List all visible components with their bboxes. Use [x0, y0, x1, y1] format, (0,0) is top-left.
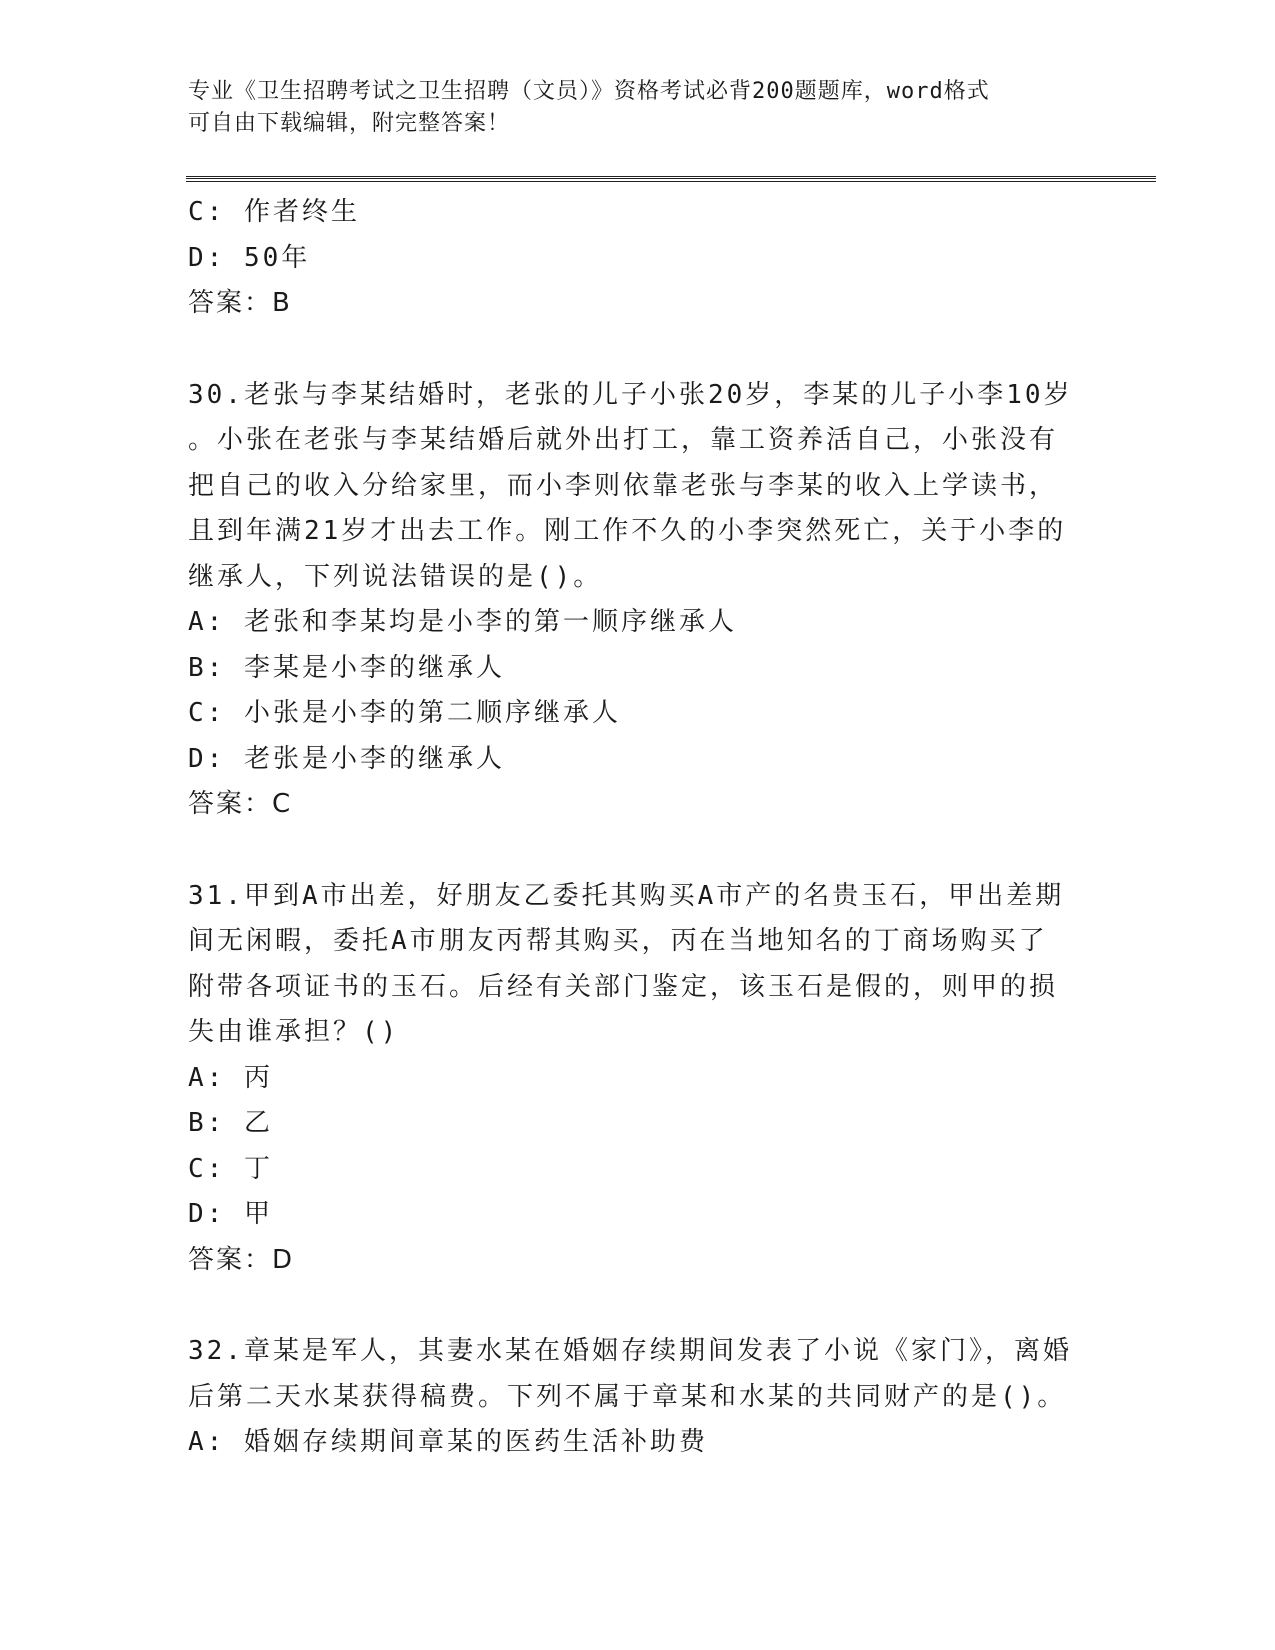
spacer: [188, 1283, 1088, 1329]
spacer: [188, 327, 1088, 373]
option-c: C: 小张是小李的第二顺序继承人: [188, 698, 621, 728]
question-32: [188, 1329, 1088, 1466]
option-c: C: 丁: [188, 1153, 273, 1184]
header-divider: [186, 176, 1156, 182]
question-31: [188, 874, 1088, 1284]
option-d: D: 甲: [188, 1199, 273, 1229]
question-text-line: 间无闲暇，委托A市朋友丙帮其购买，丙在当地知名的丁商场购买了: [188, 926, 1048, 956]
option-b: B: 李某是小李的继承人: [188, 652, 505, 683]
answer-line: 答案：D: [188, 1244, 295, 1275]
option-a: A: 丙: [188, 1062, 273, 1093]
question-30: [188, 373, 1088, 828]
header-title-line-1: 专业《卫生招聘考试之卫生招聘（文员）》资格考试必背200题题库，word格式: [188, 79, 990, 104]
header-title-line-2: 可自由下载编辑，附完整答案！: [188, 111, 511, 136]
question-text-line: 继承人，下列说法错误的是()。: [188, 561, 603, 592]
question-text-line: 把自己的收入分给家里，而小李则依靠老张与李某的收入上学读书，: [188, 470, 1059, 501]
question-29-tail: [188, 190, 1088, 327]
option-a: A: 婚姻存续期间章某的医药生活补助费: [188, 1427, 708, 1457]
question-text-line: 后第二天水某获得稿费。下列不属于章某和水某的共同财产的是()。: [188, 1381, 1067, 1412]
option-a: A: 老张和李某均是小李的第一顺序继承人: [188, 607, 737, 637]
option-d: D: 50年: [188, 242, 311, 273]
question-text-line: 31.甲到A市出差，好朋友乙委托其购买A市产的名贵玉石，甲出差期: [188, 880, 1065, 911]
answer-line: 答案：C: [188, 789, 293, 819]
spacer: [188, 828, 1088, 874]
question-text-line: 失由谁承担？(): [188, 1017, 400, 1047]
option-d: D: 老张是小李的继承人: [188, 743, 505, 774]
question-text-line: 。小张在老张与李某结婚后就外出打工，靠工资养活自己，小张没有: [188, 425, 1059, 455]
option-b: B: 乙: [188, 1108, 273, 1138]
question-text-line: 且到年满21岁才出去工作。刚工作不久的小李突然死亡，关于小李的: [188, 516, 1067, 546]
answer-line: 答案：B: [188, 288, 292, 318]
question-text-line: 32.章某是军人，其妻水某在婚姻存续期间发表了小说《家门》，离婚: [188, 1336, 1072, 1366]
question-text-line: 附带各项证书的玉石。后经有关部门鉴定，该玉石是假的，则甲的损: [188, 971, 1059, 1002]
document-header: [188, 76, 1088, 140]
document-body: [188, 190, 1088, 1466]
option-c: C: 作者终生: [188, 197, 360, 227]
question-text-line: 30.老张与李某结婚时，老张的儿子小张20岁，李某的儿子小李10岁: [188, 379, 1073, 410]
